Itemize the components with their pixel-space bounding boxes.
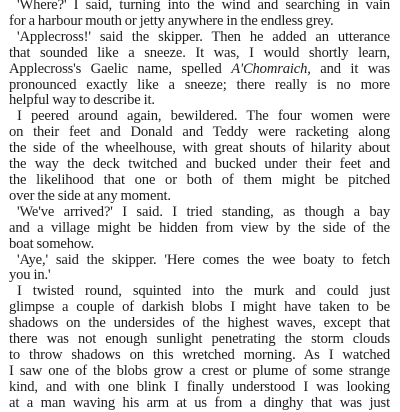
text-line: helpful way to describe it. (9, 92, 155, 109)
body-text (9, 0, 390, 412)
text-line: Applecross's Gaelic name, spelled A'Chomraich, and it was (9, 60, 390, 77)
text-line: glimpse a couple of darkish blobs I might have taken to be (9, 299, 390, 316)
text-line: I saw one of the blobs grow a crest or plume of some strange (9, 362, 390, 379)
text-line: the side of the wheelhouse, with great shouts of hilarity about (9, 140, 390, 157)
text-line: 'Applecross!' said the skipper. Then he added an utterance (17, 28, 390, 45)
text-line: at a man waving his arm at us from a dinghy that was just (9, 394, 390, 411)
text-line: there was not enough sunlight penetrating the storm clouds (9, 331, 390, 348)
text-line: kind, and with one blink I finally understood I was looking (9, 378, 390, 395)
text-line: to throw shadows on this wretched morning. As I watched (9, 346, 390, 363)
text-line: pronounced exactly like a sneeze; there really is no more (9, 76, 390, 93)
text-line: 'Where?' I said, turning into the wind and searching in vain (17, 0, 390, 13)
text-line: over the side at any moment. (9, 187, 171, 204)
text-line: shadows on the undersides of the highest waves, except that (9, 315, 390, 332)
text-line: the way the deck twitched and bucked under their feet and (9, 156, 390, 173)
text-line: that sounded like a sneeze. It was, I would shortly learn, (9, 44, 390, 61)
text-line: you in.' (9, 267, 51, 284)
text-line: 'We've arrived?' I said. I tried standing, as though a bay (17, 203, 390, 220)
text-line: the likelihood that one or both of them might be pitched (9, 171, 390, 188)
text-line: I twisted round, squinted into the murk and could just (17, 283, 390, 300)
text-line: 'Aye,' said the skipper. 'Here comes the wee boaty to fetch (17, 251, 390, 268)
text-line: boat somehow. (9, 235, 94, 252)
text-line: for a harbour mouth or jetty anywhere in the endless grey. (9, 12, 334, 29)
text-line: on their feet and Donald and Teddy were racketing along (9, 124, 390, 141)
text-line: I peered around again, bewildered. The four women were (17, 108, 390, 125)
text-line: and a village might be hidden from view by the side of the (9, 219, 390, 236)
